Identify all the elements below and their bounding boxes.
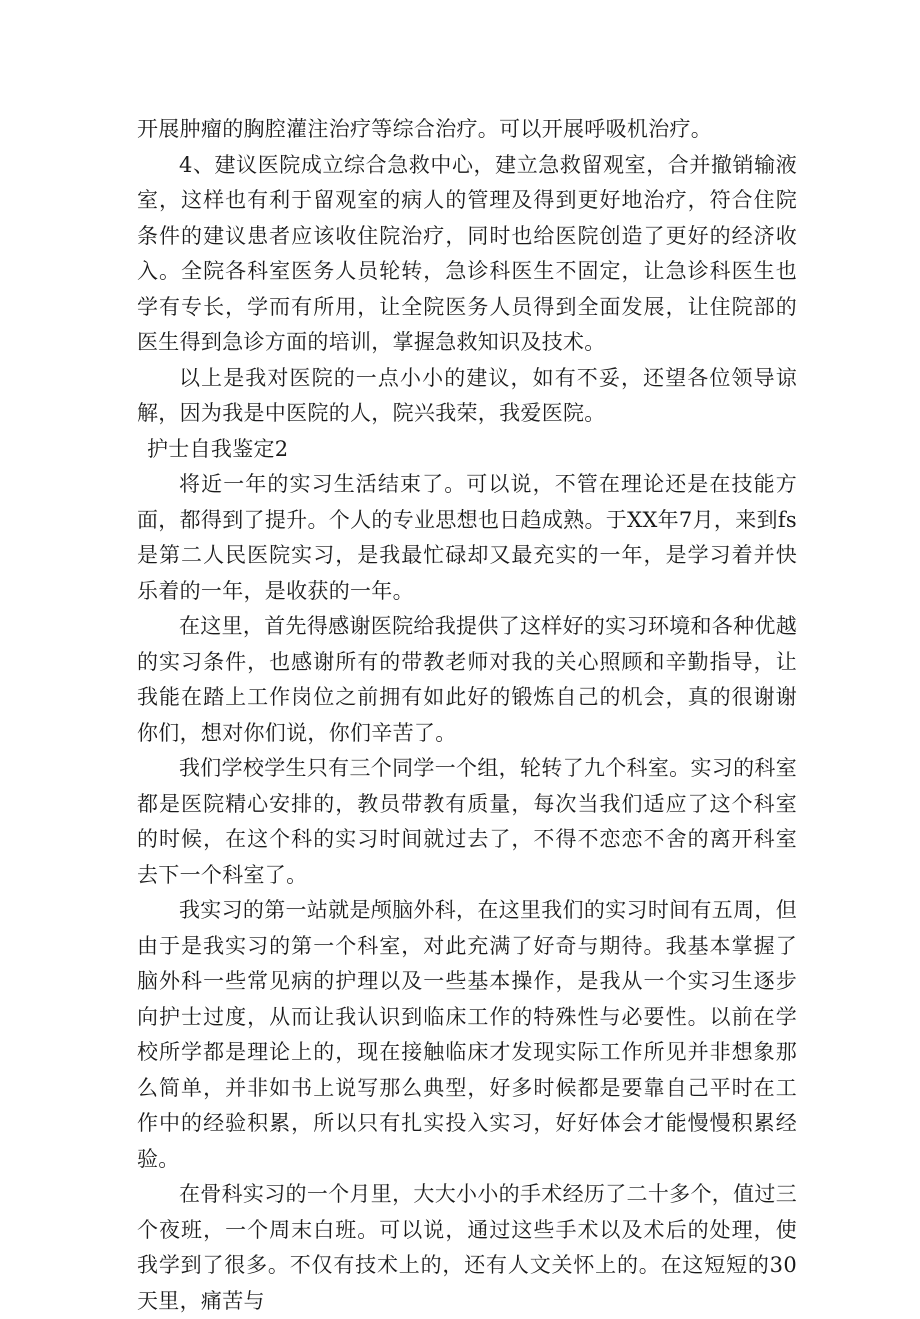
- document-body: [137, 112, 797, 1319]
- paragraph: 在骨科实习的一个月里，大大小小的手术经历了二十多个，值过三个夜班，一个周末白班。可以说，通过这些手术以及术后的处理，使我学到了很多。不仅有技术上的，还有人文关怀上的。在这短短的30天里，痛苦与: [137, 1182, 797, 1313]
- paragraph: 以上是我对医院的一点小小的建议，如有不妥，还望各位领导谅解，因为我是中医院的人，院兴我荣，我爱医院。: [137, 365, 797, 425]
- paragraph: 我实习的第一站就是颅脑外科，在这里我们的实习时间有五周，但由于是我实习的第一个科室，对此充满了好奇与期待。我基本掌握了脑外科一些常见病的护理以及一些基本操作，是我从一个实习生逐步向护士过度，从而让我认识到临床工作的特殊性与必要性。以前在学校所学都是理论上的，现在接触临床才发现实际工作所见并非想象那么简单，并非如书上说写那么典型，好多时候都是要靠自己平时在工作中的经验积累，所以只有扎实投入实习，好好体会才能慢慢积累经验。: [137, 898, 797, 1171]
- paragraph: 我们学校学生只有三个同学一个组，轮转了九个科室。实习的科室都是医院精心安排的，教员带教有质量，每次当我们适应了这个科室的时候，在这个科的实习时间就过去了，不得不恋恋不舍的离开科室去下一个科室了。: [137, 756, 797, 887]
- paragraph: 开展肿瘤的胸腔灌注治疗等综合治疗。可以开展呼吸机治疗。: [137, 117, 713, 141]
- paragraph: 将近一年的实习生活结束了。可以说，不管在理论还是在技能方面，都得到了提升。个人的专业思想也日趋成熟。于XX年7月，来到fs是第二人民医院实习，是我最忙碌却又最充实的一年，是学习着并快乐着的一年，是收获的一年。: [137, 472, 797, 603]
- paragraph: 在这里，首先得感谢医院给我提供了这样好的实习环境和各种优越的实习条件，也感谢所有的带教老师对我的关心照顾和辛勤指导，让我能在踏上工作岗位之前拥有如此好的锻炼自己的机会，真的很谢谢你们，想对你们说，你们辛苦了。: [137, 614, 797, 745]
- section-heading: 护士自我鉴定2: [147, 436, 289, 461]
- paragraph: 4、建议医院成立综合急救中心，建立急救留观室，合并撤销输液室，这样也有利于留观室的病人的管理及得到更好地治疗，符合住院条件的建议患者应该收住院治疗，同时也给医院创造了更好的经济收入。全院各科室医务人员轮转，急诊科医生不固定，让急诊科医生也学有专长，学而有所用，让全院医务人员得到全面发展，让住院部的医生得到急诊方面的培训，掌握急救知识及技术。: [137, 152, 797, 354]
